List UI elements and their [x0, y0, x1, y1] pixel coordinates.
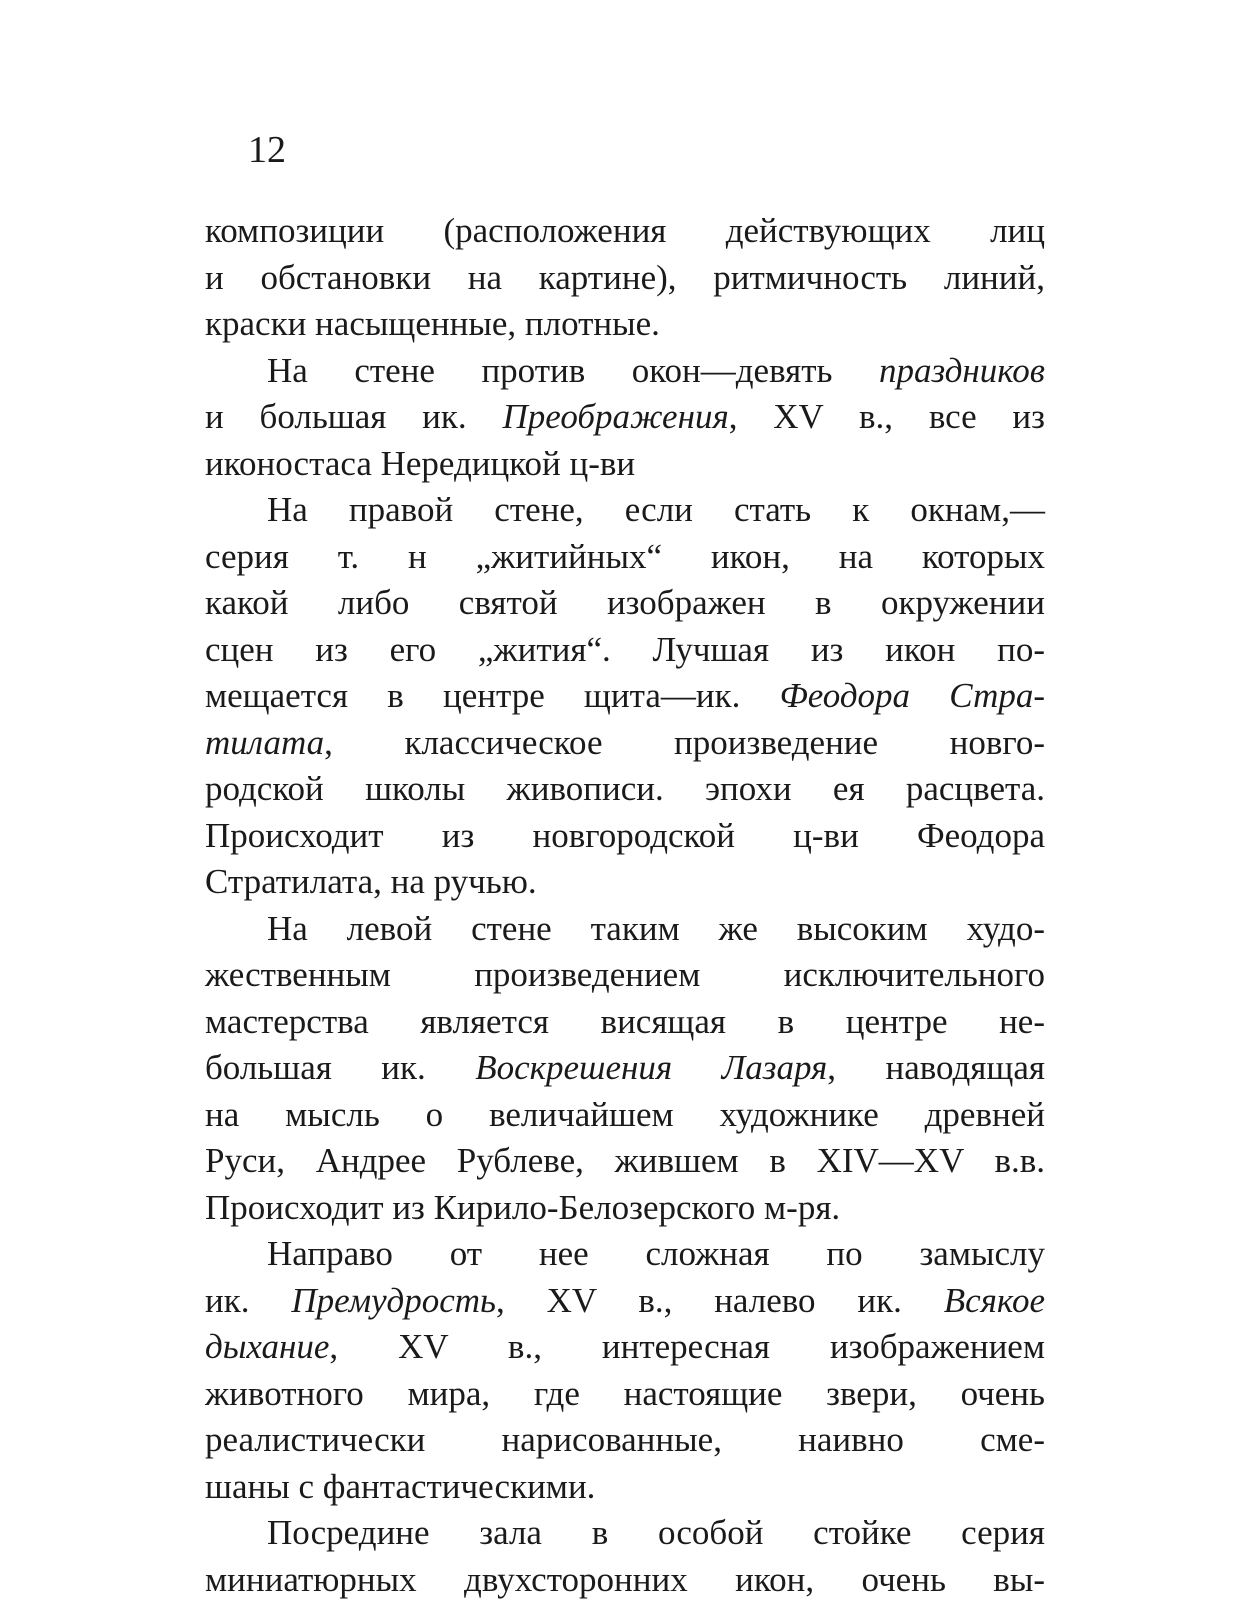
paragraph: [205, 1231, 1045, 1510]
text-line: [205, 441, 1045, 488]
paragraph: [205, 906, 1045, 1232]
text-segment: мастерства является висящая в центре не-: [205, 1002, 1045, 1041]
text-line: [205, 1138, 1045, 1185]
italic-title: тилата: [205, 723, 324, 762]
paragraph: [205, 208, 1045, 348]
text-segment: Стратилата, на ручью.: [205, 862, 537, 901]
text-segment: шаны с фантастическими.: [205, 1467, 595, 1506]
text-line: [205, 1185, 1045, 1232]
text-line: [205, 813, 1045, 860]
text-line: [205, 999, 1045, 1046]
text-segment: , классическое произведение новго-: [324, 723, 1045, 762]
text-segment: серия т. н „житийных“ икон, на которых: [205, 537, 1045, 576]
text-segment: мещается в центре щита—ик.: [205, 676, 780, 715]
text-segment: , XV в., все из: [729, 397, 1045, 436]
text-segment: и обстановки на картине), ритмичность линий,: [205, 258, 1045, 297]
text-segment: ик.: [205, 1281, 291, 1320]
text-line: [205, 627, 1045, 674]
text-line: [205, 1092, 1045, 1139]
italic-title: Преображения: [502, 397, 728, 436]
text-line: [205, 534, 1045, 581]
text-line: [205, 1278, 1045, 1325]
text-line: [205, 394, 1045, 441]
text-line: [205, 766, 1045, 813]
text-line: [205, 1324, 1045, 1371]
text-segment: большая ик.: [205, 1048, 475, 1087]
text-line: [205, 859, 1045, 906]
text-segment: На левой стене таким же высоким худо-: [267, 909, 1045, 948]
text-segment: миниатюрных двухсторонних икон, очень вы-: [205, 1560, 1045, 1599]
text-segment: родской школы живописи. эпохи ея расцвета.: [205, 769, 1045, 808]
italic-title: Воскрешения Лазаря: [475, 1048, 827, 1087]
paragraph: [205, 348, 1045, 488]
text-segment: жественным произведением исключительного: [205, 955, 1045, 994]
text-segment: Руси, Андрее Рублеве, жившем в XIV—XV в.в.: [205, 1141, 1045, 1180]
italic-title: Всякое: [944, 1281, 1045, 1320]
text-segment: и большая ик.: [205, 397, 502, 436]
body-text: [205, 208, 1045, 1603]
text-segment: иконостаса Нередицкой ц-ви: [205, 444, 635, 483]
text-line: [205, 906, 1045, 953]
text-segment: какой либо святой изображен в окружении: [205, 583, 1045, 622]
text-segment: На стене против окон—девять: [267, 351, 879, 390]
text-line: [205, 255, 1045, 302]
text-segment: животного мира, где настоящие звери, очень: [205, 1374, 1045, 1413]
text-line: [205, 208, 1045, 255]
italic-title: Феодора Стра-: [780, 676, 1045, 715]
text-line: [205, 1231, 1045, 1278]
text-segment: реалистически нарисованные, наивно сме-: [205, 1420, 1045, 1459]
text-line: [205, 1464, 1045, 1511]
text-line: [205, 1371, 1045, 1418]
text-segment: Направо от нее сложная по замыслу: [267, 1234, 1045, 1273]
page-number: 12: [248, 128, 286, 172]
text-line: [205, 1417, 1045, 1464]
text-segment: , наводящая: [827, 1048, 1045, 1087]
text-segment: сцен из его „жития“. Лучшая из икон по-: [205, 630, 1045, 669]
text-line: [205, 1510, 1045, 1557]
text-segment: композиции (расположения действующих лиц: [205, 211, 1045, 250]
text-line: [205, 1557, 1045, 1603]
text-line: [205, 673, 1045, 720]
text-segment: Посредине зала в особой стойке серия: [267, 1513, 1045, 1552]
text-segment: , XV в., интересная изображением: [329, 1327, 1045, 1366]
text-line: [205, 720, 1045, 767]
text-segment: краски насыщенные, плотные.: [205, 304, 660, 343]
italic-title: праздников: [879, 351, 1045, 390]
text-line: [205, 487, 1045, 534]
text-segment: Происходит из Кирило-Белозерского м-ря.: [205, 1188, 840, 1227]
text-line: [205, 301, 1045, 348]
text-segment: , XV в., налево ик.: [496, 1281, 944, 1320]
italic-title: дыхание: [205, 1327, 329, 1366]
text-line: [205, 580, 1045, 627]
text-segment: Происходит из новгородской ц-ви Феодора: [205, 816, 1045, 855]
text-segment: на мысль о величайшем художнике древней: [205, 1095, 1045, 1134]
text-line: [205, 348, 1045, 395]
text-line: [205, 952, 1045, 999]
italic-title: Премудрость: [291, 1281, 496, 1320]
text-line: [205, 1045, 1045, 1092]
text-segment: На правой стене, если стать к окнам,—: [267, 490, 1045, 529]
paragraph: [205, 487, 1045, 906]
paragraph: [205, 1510, 1045, 1603]
